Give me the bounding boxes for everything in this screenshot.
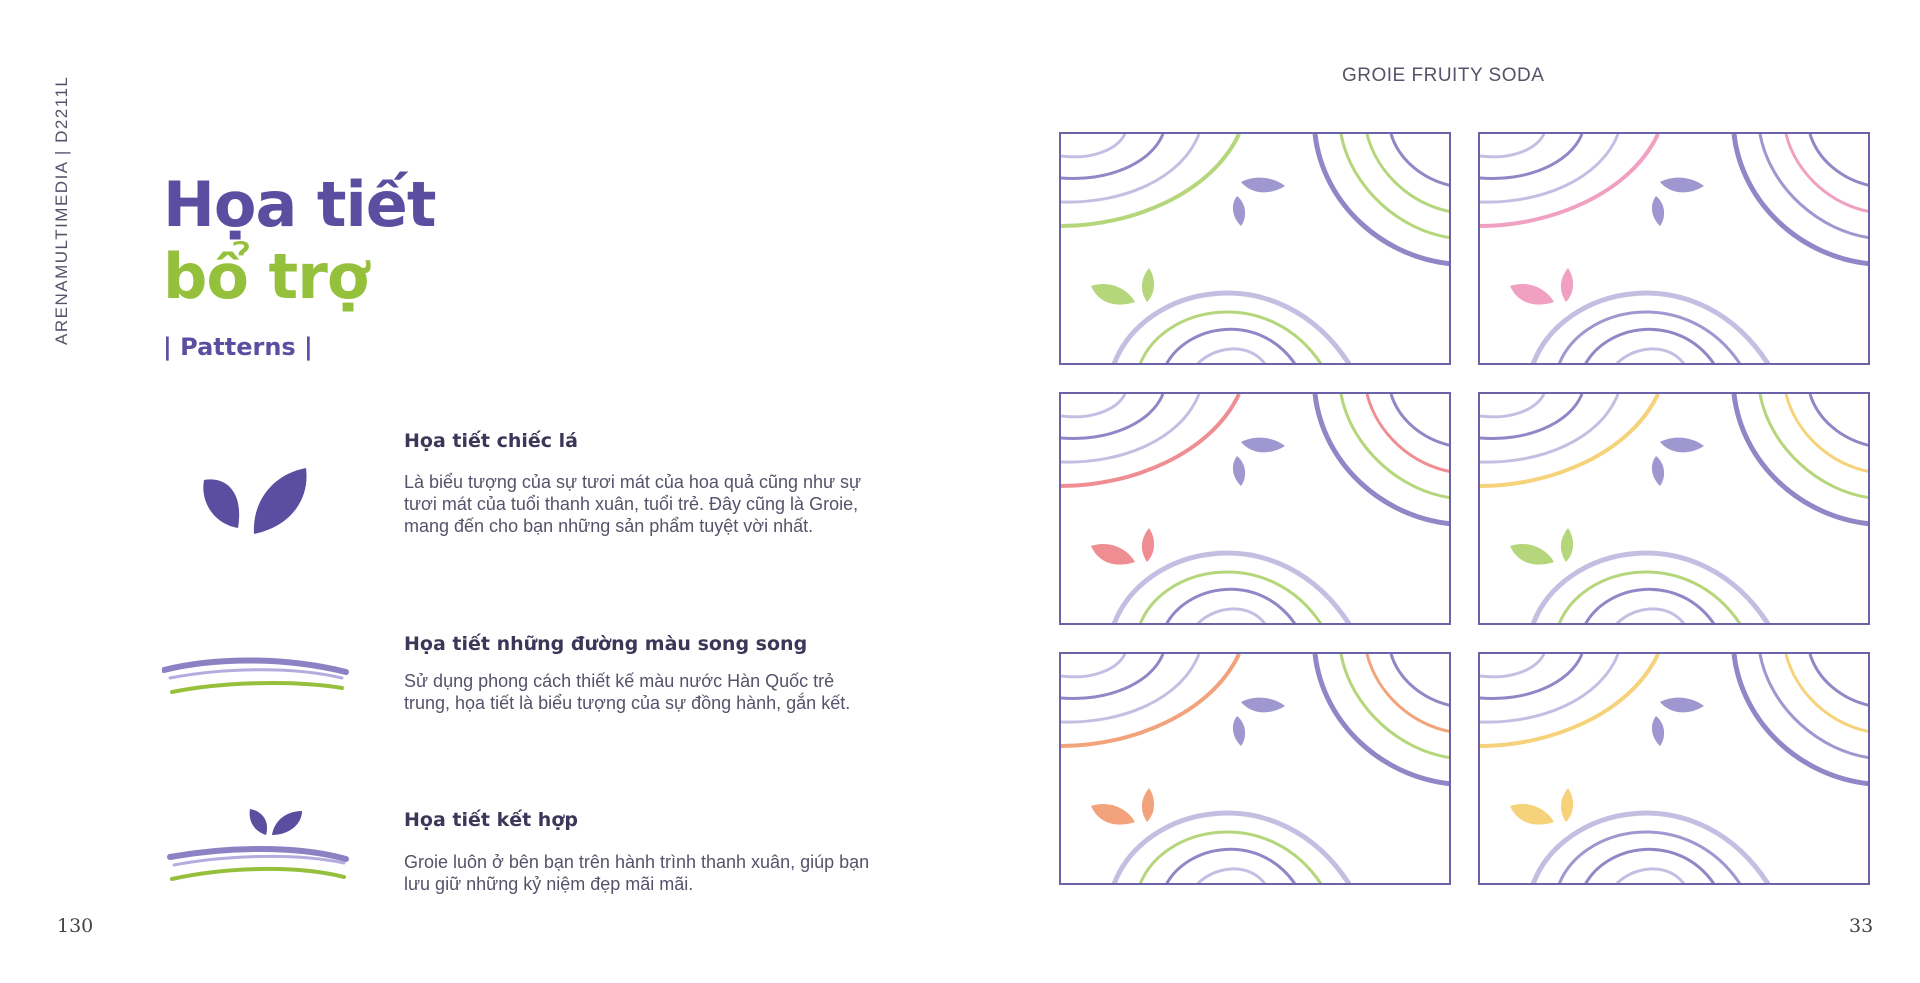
side-label: ARENAMULTIMEDIA | D2211L — [52, 75, 71, 345]
pattern-tile-art — [1061, 654, 1451, 885]
page-number-right: 33 — [1849, 915, 1874, 937]
leaf-pair-icon — [196, 462, 316, 547]
item-text-combined: Groie luôn ở bên bạn trên hành trình thanh xuân, giúp bạn lưu giữ những kỷ niệm đẹp mãi mãi. — [404, 852, 870, 894]
parallel-lines-icon — [162, 650, 352, 715]
pattern-tile — [1478, 392, 1870, 625]
pattern-tile — [1059, 132, 1451, 365]
pattern-tile-art — [1061, 134, 1451, 365]
pattern-tile-art — [1480, 654, 1870, 885]
pattern-tile — [1059, 392, 1451, 625]
item-heading-lines: Họa tiết những đường màu song song — [404, 633, 808, 655]
page-title-line-2: bổ trợ — [163, 240, 369, 313]
pattern-tile — [1478, 652, 1870, 885]
item-text-leaf: Là biểu tượng của sự tươi mát của hoa quả cũng như sự tươi mát của tuổi thanh xuân, tuổi trẻ. Đây cũng là Groie, mang đến cho bạn những sản phẩm tuyệt vời nhất. — [404, 472, 862, 536]
page-number-left: 130 — [57, 915, 94, 937]
brand-name: GROIE FRUITY SODA — [1342, 65, 1545, 86]
pattern-tile — [1478, 132, 1870, 365]
pattern-tile-art — [1480, 134, 1870, 365]
page-title-line-1: Họa tiết — [163, 168, 436, 241]
item-heading-leaf: Họa tiết chiếc lá — [404, 430, 578, 452]
page-subtitle: | Patterns | — [163, 333, 313, 361]
combined-pattern-icon — [166, 805, 356, 900]
pattern-tile-art — [1061, 394, 1451, 625]
pattern-tile-art — [1480, 394, 1870, 625]
item-text-lines: Sử dụng phong cách thiết kế màu nước Hàn Quốc trẻ trung, họa tiết là biểu tượng của sự đồng hành, gắn kết. — [404, 671, 851, 713]
pattern-tile — [1059, 652, 1451, 885]
item-heading-combined: Họa tiết kết hợp — [404, 809, 578, 831]
